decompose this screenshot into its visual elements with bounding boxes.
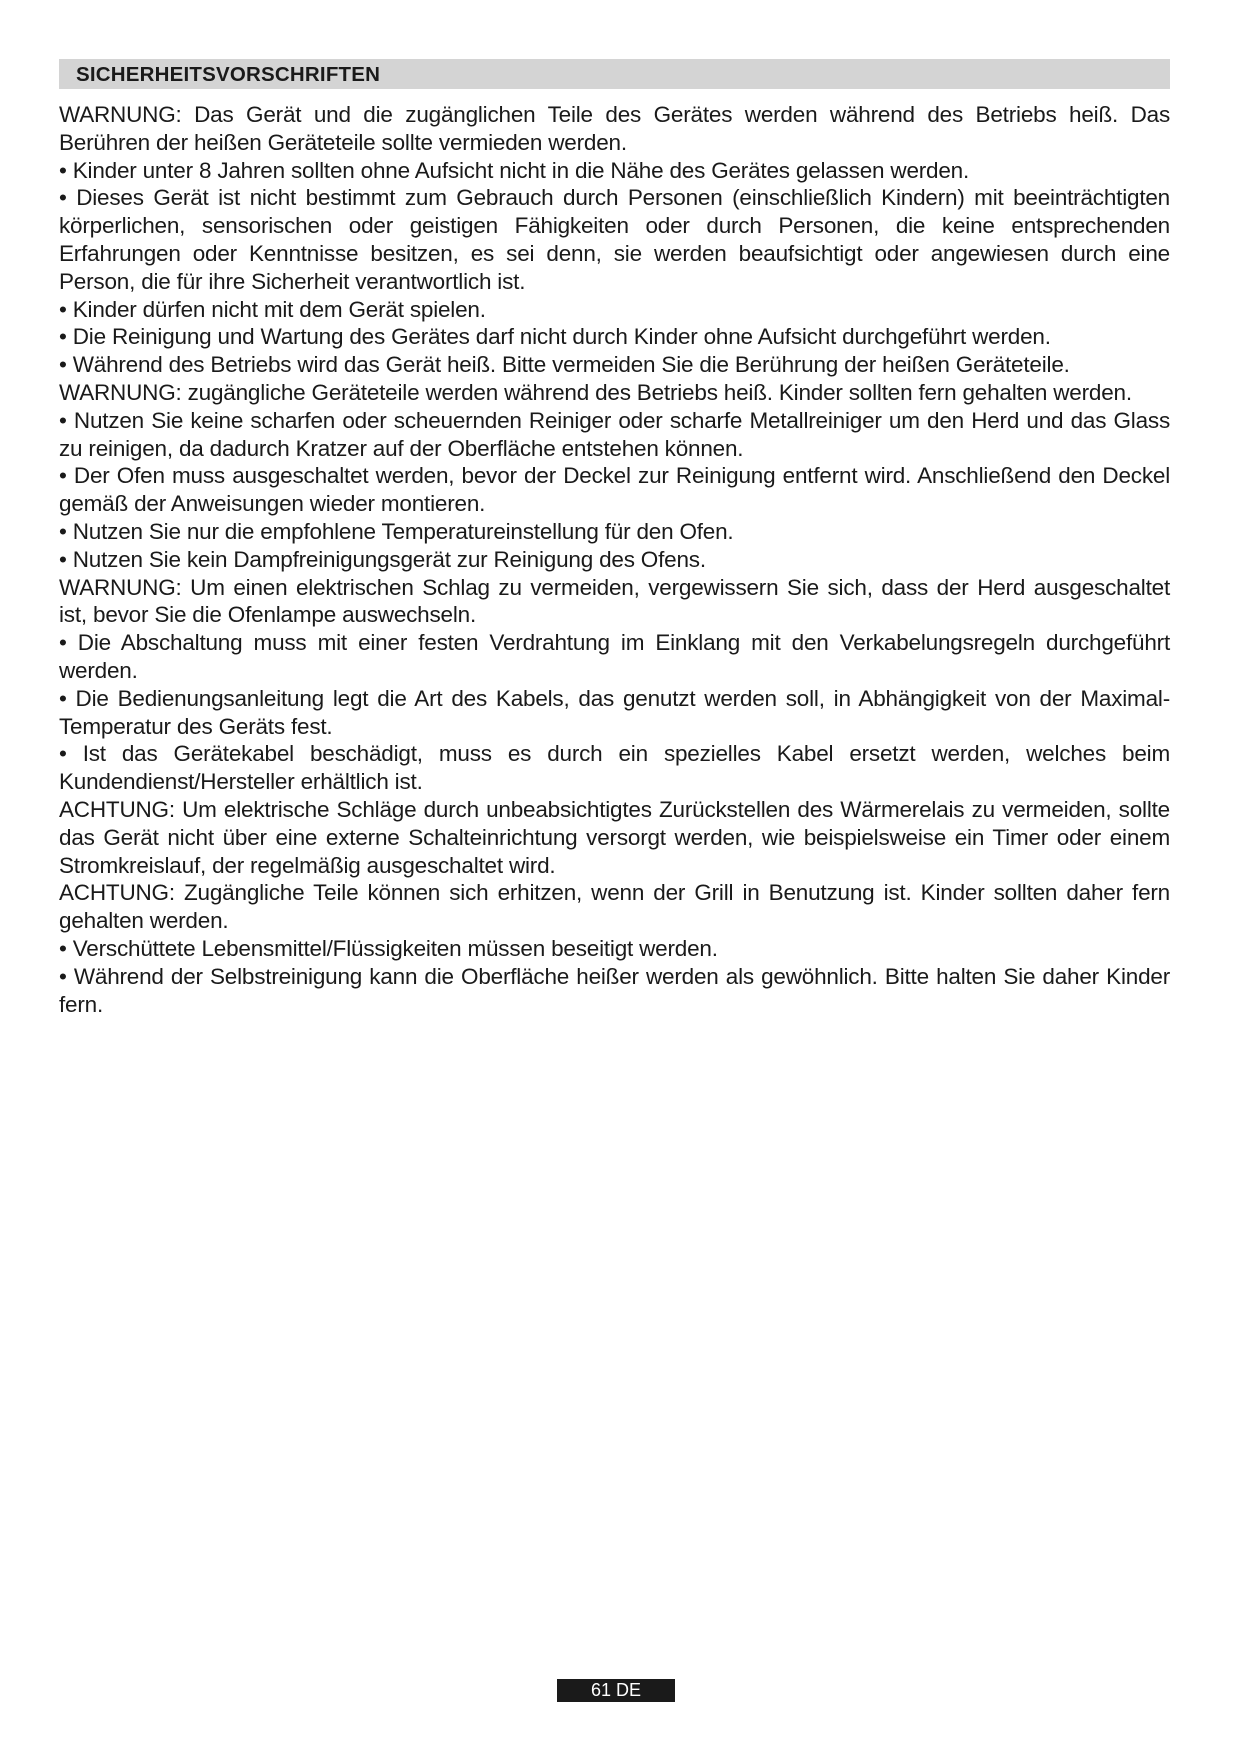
paragraph: • Während des Betriebs wird das Gerät heiß. Bitte vermeiden Sie die Berührung der heißen Geräteteile. xyxy=(59,352,1070,378)
page-number: 61 DE xyxy=(557,1679,675,1702)
paragraph: • Nutzen Sie keine scharfen oder scheuernden Reiniger oder scharfe Metallreiniger um den Herd und das Glass zu reinigen, da dadurch Kratzer auf der Oberfläche entstehen können. xyxy=(59,407,1170,461)
paragraph: • Die Reinigung und Wartung des Gerätes darf nicht durch Kinder ohne Aufsicht durchgeführt werden. xyxy=(59,324,1051,350)
paragraph: • Die Bedienungsanleitung legt die Art des Kabels, das genutzt werden soll, in Abhängigkeit von der Maximal-Temperatur des Geräts fest. xyxy=(59,685,1170,739)
paragraph: • Während der Selbstreinigung kann die Oberfläche heißer werden als gewöhnlich. Bitte halten Sie daher Kinder fern. xyxy=(59,963,1170,1017)
paragraph: • Nutzen Sie kein Dampfreinigungsgerät zur Reinigung des Ofens. xyxy=(59,546,706,572)
paragraph: • Der Ofen muss ausgeschaltet werden, bevor der Deckel zur Reinigung entfernt wird. Anschließend den Deckel gemäß der Anweisungen wieder montieren. xyxy=(59,463,1170,517)
paragraph: • Ist das Gerätekabel beschädigt, muss es durch ein spezielles Kabel ersetzt werden, welches beim Kundendienst/Hersteller erhältlich ist. xyxy=(59,741,1170,795)
paragraph: • Die Abschaltung muss mit einer festen Verdrahtung im Einklang mit den Verkabelungsregeln durchgeführt werden. xyxy=(59,630,1170,683)
paragraph: ACHTUNG: Zugängliche Teile können sich erhitzen, wenn der Grill in Benutzung ist. Kinder sollten daher fern gehalten werden. xyxy=(59,880,1170,934)
paragraph: ACHTUNG: Um elektrische Schläge durch unbeabsichtigtes Zurückstellen des Wärmerelais zu vermeiden, sollte das Gerät nicht über eine externe Schalteinrichtung versorgt werden, wie beispielsweise ein Timer oder einem Stromkreislauf, der regelmäßig ausgeschaltet wird. xyxy=(59,796,1170,878)
section-title: SICHERHEITSVORSCHRIFTEN xyxy=(76,63,381,86)
section-header-bar xyxy=(59,59,1170,89)
paragraph: • Kinder unter 8 Jahren sollten ohne Aufsicht nicht in die Nähe des Gerätes gelassen werden. xyxy=(59,157,970,183)
paragraph: WARNUNG: zugängliche Geräteteile werden während des Betriebs heiß. Kinder sollten fern gehalten werden. xyxy=(59,379,1132,405)
safety-instructions-body xyxy=(59,101,1170,1018)
paragraph: • Dieses Gerät ist nicht bestimmt zum Gebrauch durch Personen (einschließlich Kindern) mit beeinträchtigten körperlichen, sensorischen oder geistigen Fähigkeiten oder durch Personen, die keine entsprechenden Erfahrungen oder Kenntnisse besitzen, es sei denn, sie werden beaufsichtigt oder angewiesen durch eine Person, die für ihre Sicherheit verantwortlich ist. xyxy=(59,185,1170,294)
paragraph: • Nutzen Sie nur die empfohlene Temperatureinstellung für den Ofen. xyxy=(59,518,734,544)
paragraph: • Kinder dürfen nicht mit dem Gerät spielen. xyxy=(59,296,486,322)
paragraph: WARNUNG: Das Gerät und die zugänglichen Teile des Gerätes werden während des Betriebs heiß. Das Berühren der heißen Geräteteile sollte vermieden werden. xyxy=(59,102,1170,155)
paragraph: • Verschüttete Lebensmittel/Flüssigkeiten müssen beseitigt werden. xyxy=(59,935,718,961)
paragraph: WARNUNG: Um einen elektrischen Schlag zu vermeiden, vergewissern Sie sich, dass der Herd ausgeschaltet ist, bevor Sie die Ofenlampe auswechseln. xyxy=(59,574,1170,628)
